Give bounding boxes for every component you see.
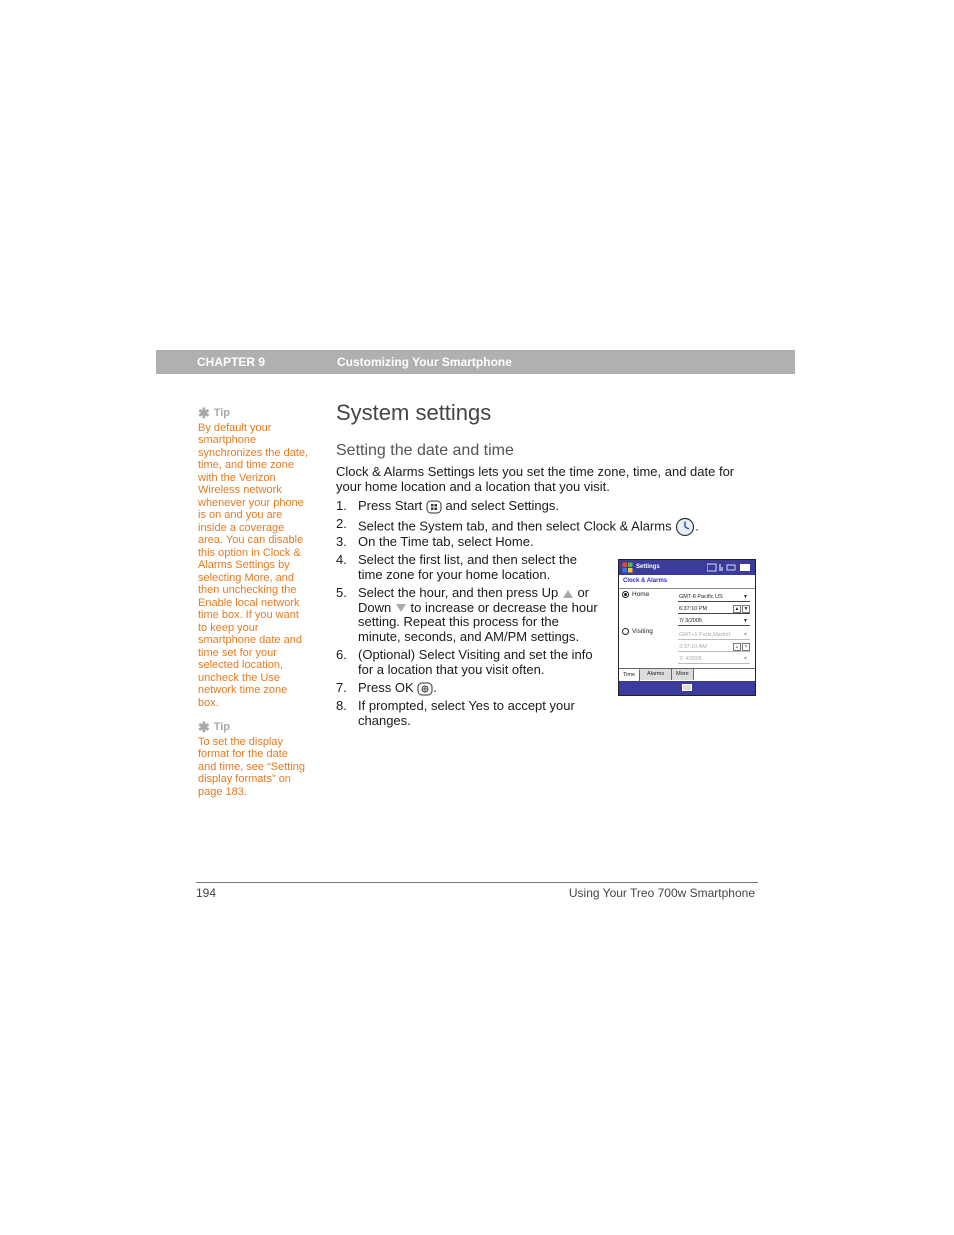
visit-zone-select[interactable]: GMT+1 Paris,Madrid ▼ (679, 632, 748, 638)
step-1: 1. Press Start and select Settings. (336, 498, 560, 513)
divider (619, 588, 755, 589)
tip-line: uncheck the Use (198, 671, 280, 684)
status-icons (707, 563, 751, 572)
tip-line: box. (198, 696, 219, 709)
ok-key-icon (417, 682, 433, 696)
windows-logo-icon (622, 562, 633, 573)
step-7: 7. Press OK . (336, 680, 437, 695)
home-date-select[interactable]: 7/ 3/2005 ▼ (679, 618, 748, 624)
step-2: 2. Select the System tab, and then select Clock & Alarms . (336, 517, 699, 537)
tip-line: this option in Clock & (198, 546, 301, 559)
device-title: Settings (636, 564, 660, 570)
dropdown-arrow-icon: ▼ (743, 656, 748, 662)
spin-up-icon[interactable]: ▲ (734, 606, 740, 612)
tip-line: time box. If you want (198, 609, 299, 621)
tip-line: page 183. (198, 785, 247, 798)
tip-line: selecting More, and (198, 571, 294, 584)
tip-line: time, and time zone (198, 459, 294, 471)
page-title: System settings (336, 400, 492, 425)
tip-sidebar-2 (198, 721, 316, 798)
home-time-field[interactable]: 6:37:10 PM ▲ ▼ (679, 606, 749, 612)
device-soft-key-bar (619, 681, 755, 695)
step-4: 4. Select the first list, and then select the time zone for your home location. (336, 552, 577, 582)
dropdown-arrow-icon: ▼ (743, 632, 748, 638)
asterisk-icon: ✱ (198, 405, 210, 422)
tip-line: smartphone date and (198, 634, 302, 646)
up-arrow-icon (562, 589, 574, 599)
tip-line: display formats” on (198, 773, 291, 785)
keyboard-icon[interactable] (682, 684, 692, 691)
tip-line: whenever your phone (198, 496, 304, 509)
spin-down-icon[interactable]: ▼ (743, 644, 749, 650)
tip-line: network time zone (198, 684, 288, 696)
device-section-label: Clock & Alarms (623, 578, 668, 584)
footer-title: Using Your Treo 700w Smartphone (568, 886, 755, 900)
visit-date-select[interactable]: 7/ 4/2005 ▼ (679, 656, 748, 662)
tip-line: format for the date (198, 748, 288, 760)
home-zone-select[interactable]: GMT-8 Pacific US ▼ (679, 594, 748, 600)
device-tabs (619, 668, 755, 681)
dropdown-arrow-icon: ▼ (743, 618, 748, 624)
tip-line: is on and you are (198, 509, 283, 521)
tip-line: Wireless network (198, 484, 282, 496)
start-key-icon (426, 500, 442, 514)
intro-paragraph: Clock & Alarms Settings lets you set the time zone, time, and date for your home location and a location that you visit. (336, 464, 735, 494)
tip-line: smartphone (198, 434, 257, 446)
tab-time[interactable]: Time (619, 669, 640, 681)
chapter-title: Customizing Your Smartphone (337, 355, 512, 369)
visit-time-field[interactable]: 3:37:10 AM ▲ ▼ (679, 644, 749, 650)
tip-line: To set the display (198, 735, 283, 748)
step-5: 5. Select the hour, and then press Up or Down to increase or decrease the hour setting. Repeat this process for the minute, seconds, and AM/PM settings. (336, 585, 598, 644)
tip-line: Alarms Settings by (198, 559, 290, 571)
spin-up-icon[interactable]: ▲ (734, 644, 740, 650)
chapter-header-bar (156, 350, 795, 374)
device-screenshot (618, 559, 756, 696)
home-radio[interactable]: Home (622, 591, 649, 598)
device-title-bar (619, 560, 755, 575)
tip-line: inside a coverage (198, 521, 285, 534)
tab-alarms[interactable]: Alarms (640, 669, 672, 680)
radio-unselected-icon (622, 628, 629, 635)
tip-line: synchronizes the date, (198, 446, 309, 459)
page-number: 194 (196, 886, 217, 900)
tab-more[interactable]: More (672, 669, 694, 680)
spin-down-icon[interactable]: ▼ (743, 606, 749, 612)
footer-rule (196, 882, 758, 883)
tip-line: to keep your (198, 621, 259, 634)
tip-line: Enable local network (198, 596, 300, 609)
tip-line: area. You can disable (198, 534, 304, 546)
tip-line: By default your (198, 421, 272, 434)
tip-label: ✱ Tip (198, 405, 231, 422)
tip-line: selected location, (198, 659, 283, 671)
chapter-label: CHAPTER 9 (197, 355, 266, 369)
tip-sidebar-1 (198, 407, 316, 709)
tip-line: and time, see “Setting (198, 760, 306, 773)
tip-line: time set for your (198, 646, 277, 659)
tip-line: with the Verizon (198, 471, 276, 484)
tip-label: ✱ Tip (198, 719, 231, 736)
tip-line: then unchecking the (198, 584, 297, 596)
visiting-radio[interactable]: Visiting (622, 628, 653, 635)
step-3: 3. On the Time tab, select Home. (336, 534, 534, 549)
down-arrow-icon (395, 603, 407, 613)
section-title: Setting the date and time (336, 442, 514, 459)
clock-icon (675, 517, 695, 537)
step-8: 8. If prompted, select Yes to accept your changes. (336, 698, 575, 728)
step-6: 6. (Optional) Select Visiting and set the info for a location that you visit often. (336, 647, 593, 677)
asterisk-icon: ✱ (198, 719, 210, 736)
radio-selected-icon (622, 591, 629, 598)
dropdown-arrow-icon: ▼ (743, 594, 748, 600)
